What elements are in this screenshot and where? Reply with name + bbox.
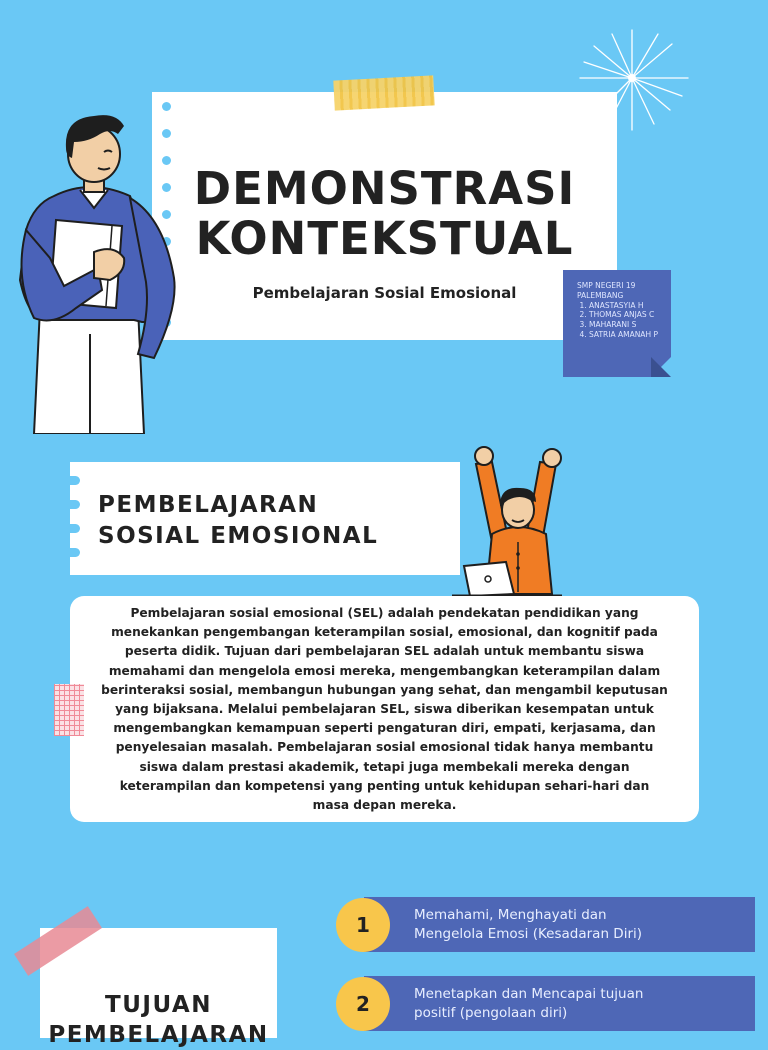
title-card	[152, 92, 617, 340]
goal-number-badge: 2	[336, 977, 390, 1031]
title-line-2: KONTEKSTUAL	[195, 212, 574, 265]
sel-description: Pembelajaran sosial emosional (SEL) adalah pendekatan pendidikan yang menekankan pengembangan keterampilan sosial, emosional, dan kognitif pada peserta didik. Tujuan dari pembelajaran SEL adalah untuk membantu siswa memahami dan mengelola emosi mereka, mengembangkan keterampilan dalam berinteraksi sosial, membangun hubungan yang sehat, dan mengambil keputusan yang bijaksana. Melalui pembelajaran SEL, siswa diberikan kesempatan untuk mengembangkan kemampuan seperti pengaturan diri, empati, kerjasama, dan penyelesaian masalah. Pembelajaran sosial emosional tidak hanya membantu siswa dalam prestasi akademik, tetapi juga membekali mereka dengan keterampilan dan kompetensi yang penting untuk kehidupan sehari-hari dan masa depan mereka.	[101, 606, 668, 813]
author-item: 3. MAHARANI S	[589, 320, 665, 330]
pink-grid-tape-decoration	[54, 684, 84, 736]
goal-line-2: positif (pengolaan diri)	[414, 1005, 568, 1021]
sel-heading-card	[70, 462, 460, 575]
section-heading-sel	[98, 490, 448, 552]
goal-line-2: Mengelola Emosi (Kesadaran Diri)	[414, 926, 643, 942]
section-heading-tujuan	[40, 990, 277, 1050]
page-subtitle: Pembelajaran Sosial Emosional	[252, 284, 517, 302]
binder-notches	[70, 476, 80, 572]
goal-line-1: Memahami, Menghayati dan	[414, 907, 607, 923]
heading-line-2: SOSIAL EMOSIONAL	[98, 523, 379, 549]
goal-item-2	[364, 976, 755, 1031]
goal-number-badge: 1	[336, 898, 390, 952]
cheering-man-illustration	[452, 442, 582, 598]
author-item: 2. THOMAS ANJAS C	[589, 310, 665, 320]
page-title	[152, 164, 617, 264]
authors-note	[563, 270, 671, 377]
sel-description-card	[70, 596, 699, 822]
heading-line-2: PEMBELAJARAN	[48, 1022, 269, 1048]
heading-line-1: PEMBELAJARAN	[98, 492, 319, 518]
heading-line-1: TUJUAN	[105, 992, 212, 1018]
goal-item-1	[364, 897, 755, 952]
note-fold	[651, 357, 671, 377]
yellow-tape-decoration	[333, 75, 434, 110]
man-holding-book-illustration	[14, 108, 184, 434]
goal-text	[414, 985, 744, 1023]
author-item: 1. ANASTASYIA H	[589, 301, 665, 311]
goal-text	[414, 906, 744, 944]
school-name: SMP NEGERI 19 PALEMBANG	[577, 281, 636, 300]
author-item: 4. SATRIA AMANAH P	[589, 330, 665, 340]
authors-list	[577, 301, 665, 340]
title-line-1: DEMONSTRASI	[193, 162, 576, 215]
goal-line-1: Menetapkan dan Mencapai tujuan	[414, 986, 644, 1002]
